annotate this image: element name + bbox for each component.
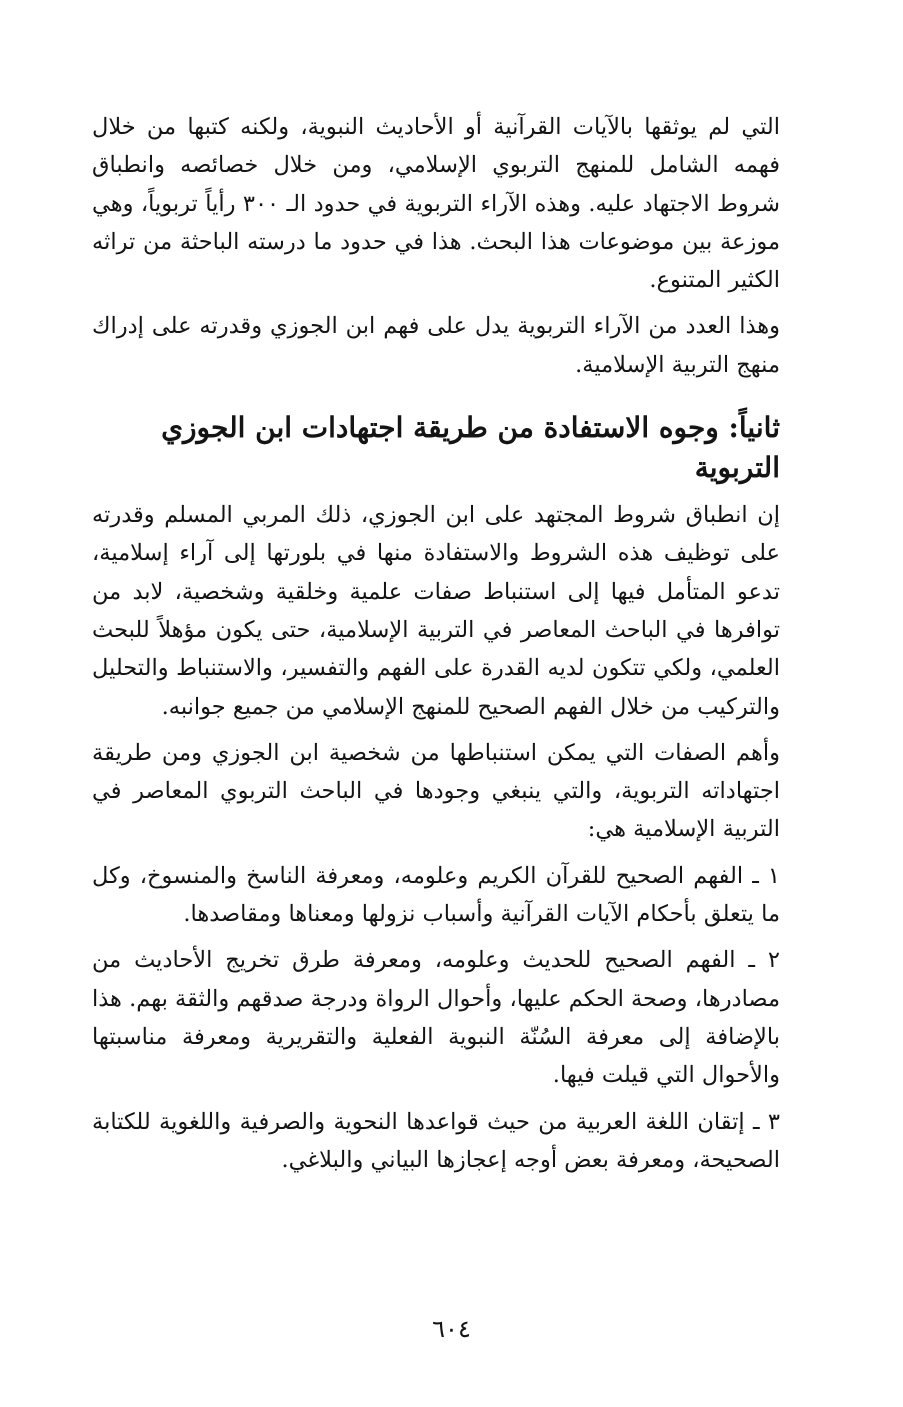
paragraph-2: وهذا العدد من الآراء التربوية يدل على فهم ابن الجوزي وقدرته على إدراك منهج التربية الإسلامية.	[92, 313, 780, 378]
list-item-2: ٢ ـ الفهم الصحيح للحديث وعلومه، ومعرفة طرق تخريج الأحاديث من مصادرها، وصحة الحكم عليها، وأحوال الرواة ودرجة صدقهم والثقة بهم. هذا بالإضافة إلى معرفة السُنّة النبوية الفعلية والتقريرية ومعرفة مناسبتها والأحوال التي قيلت فيها.	[92, 947, 780, 1089]
paragraph-4: وأهم الصفات التي يمكن استنباطها من شخصية ابن الجوزي ومن طريقة اجتهاداته التربوية، والتي ينبغي وجودها في الباحث التربوي المعاصر في التربية الإسلامية هي:	[92, 739, 780, 843]
page-number: ٦٠٤	[432, 1315, 471, 1343]
page-body	[92, 108, 780, 1187]
paragraph-1: التي لم يوثقها بالآيات القرآنية أو الأحاديث النبوية، ولكنه كتبها من خلال فهمه الشامل للمنهج التربوي الإسلامي، ومن خلال خصائصه وانطباق شروط الاجتهاد عليه. وهذه الآراء التربوية في حدود الـ ٣٠٠ رأياً تربوياً، وهي موزعة بين موضوعات هذا البحث. هذا في حدود ما درسته الباحثة من تراثه الكثير المتنوع.	[92, 114, 780, 294]
section-heading: ثانياً: وجوه الاستفادة من طريقة اجتهادات ابن الجوزي التربوية	[161, 411, 780, 485]
list-item-1: ١ ـ الفهم الصحيح للقرآن الكريم وعلومه، ومعرفة الناسخ والمنسوخ، وكل ما يتعلق بأحكام الآيات القرآنية وأسباب نزولها ومعناها ومقاصدها.	[92, 862, 780, 928]
list-item-3: ٣ ـ إتقان اللغة العربية من حيث قواعدها النحوية والصرفية واللغوية للكتابة الصحيحة، ومعرفة بعض أوجه إعجازها البياني والبلاغي.	[92, 1108, 780, 1173]
paragraph-3: إن انطباق شروط المجتهد على ابن الجوزي، ذلك المربي المسلم وقدرته على توظيف هذه الشروط والاستفادة منها في بلورتها إلى آراء إسلامية، تدعو المتأمل فيها إلى استنباط صفات علمية وخلقية وشخصية، لابد من توافرها في الباحث المعاصر في التربية الإسلامية، حتى يكون مؤهلاً للبحث العلمي، ولكي تتكون لديه القدرة على الفهم والتفسير، والاستنباط والتحليل والتركيب من خلال الفهم الصحيح للمنهج الإسلامي من جميع جوانبه.	[92, 502, 780, 720]
